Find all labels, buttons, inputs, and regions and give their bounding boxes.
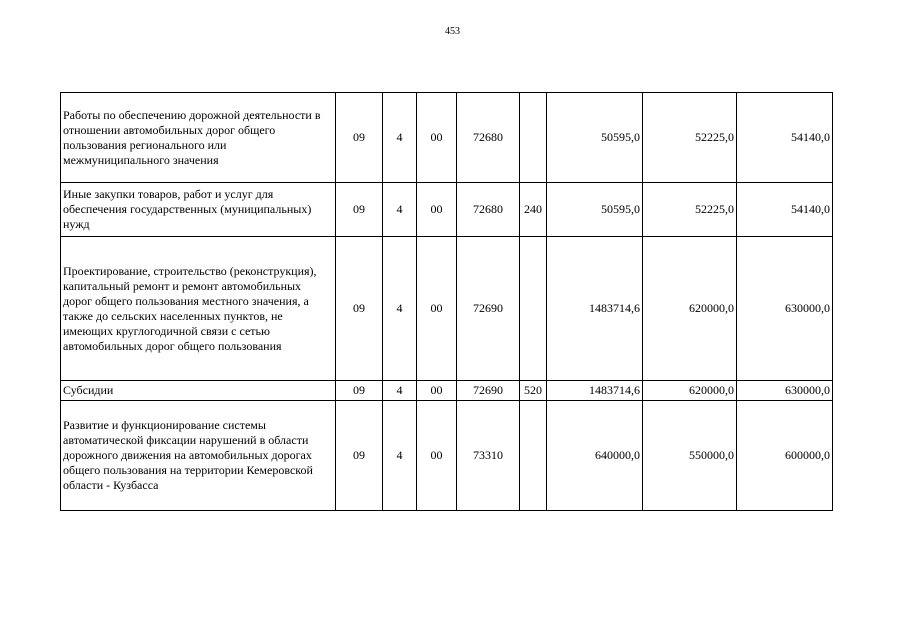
- table-row: [61, 381, 833, 401]
- table-row: [61, 93, 833, 183]
- year2-amount-cell: 52225,0: [643, 183, 737, 237]
- budget-table: [60, 92, 833, 511]
- year3-amount-cell: 54140,0: [737, 93, 833, 183]
- program-code-cell: 00: [417, 183, 457, 237]
- table-row: [61, 183, 833, 237]
- row-name: Иные закупки товаров, работ и услуг для обеспечения государственных (муниципальных) нужд: [61, 183, 336, 237]
- subsection-cell: 4: [383, 183, 417, 237]
- table-row: [61, 401, 833, 511]
- year2-amount-cell: 550000,0: [643, 401, 737, 511]
- target-code-cell: 72680: [457, 93, 520, 183]
- year2-amount-cell: 52225,0: [643, 93, 737, 183]
- expense-type-cell: [520, 401, 547, 511]
- expense-type-cell: 240: [520, 183, 547, 237]
- year2-amount-cell: 620000,0: [643, 381, 737, 401]
- section-cell: 09: [336, 93, 383, 183]
- expense-type-cell: [520, 93, 547, 183]
- year3-amount-cell: 630000,0: [737, 381, 833, 401]
- year1-amount-cell: 640000,0: [547, 401, 643, 511]
- year1-amount-cell: 50595,0: [547, 93, 643, 183]
- expense-type-cell: 520: [520, 381, 547, 401]
- section-cell: 09: [336, 237, 383, 381]
- year1-amount-cell: 50595,0: [547, 183, 643, 237]
- program-code-cell: 00: [417, 401, 457, 511]
- year3-amount-cell: 600000,0: [737, 401, 833, 511]
- program-code-cell: 00: [417, 237, 457, 381]
- target-code-cell: 73310: [457, 401, 520, 511]
- row-name: Субсидии: [61, 381, 336, 401]
- section-cell: 09: [336, 401, 383, 511]
- year3-amount-cell: 54140,0: [737, 183, 833, 237]
- year2-amount-cell: 620000,0: [643, 237, 737, 381]
- subsection-cell: 4: [383, 381, 417, 401]
- target-code-cell: 72680: [457, 183, 520, 237]
- year3-amount-cell: 630000,0: [737, 237, 833, 381]
- row-name: Работы по обеспечению дорожной деятельности в отношении автомобильных дорог общего пользования регионального или межмуниципального значения: [61, 93, 336, 183]
- expense-type-cell: [520, 237, 547, 381]
- section-cell: 09: [336, 381, 383, 401]
- row-name: Проектирование, строительство (реконструкция), капитальный ремонт и ремонт автомобильных дорог общего пользования местного значения, а также до сельских населенных пунктов, не имеющих круглогодичной связи с сетью автомобильных дорог общего пользования: [61, 237, 336, 381]
- target-code-cell: 72690: [457, 381, 520, 401]
- program-code-cell: 00: [417, 93, 457, 183]
- page-number: 453: [445, 26, 460, 37]
- subsection-cell: 4: [383, 237, 417, 381]
- program-code-cell: 00: [417, 381, 457, 401]
- table-row: [61, 237, 833, 381]
- year1-amount-cell: 1483714,6: [547, 381, 643, 401]
- year1-amount-cell: 1483714,6: [547, 237, 643, 381]
- row-name: Развитие и функционирование системы автоматической фиксации нарушений в области дорожного движения на автомобильных дорогах общего пользования на территории Кемеровской области - Кузбасса: [61, 401, 336, 511]
- subsection-cell: 4: [383, 93, 417, 183]
- subsection-cell: 4: [383, 401, 417, 511]
- target-code-cell: 72690: [457, 237, 520, 381]
- section-cell: 09: [336, 183, 383, 237]
